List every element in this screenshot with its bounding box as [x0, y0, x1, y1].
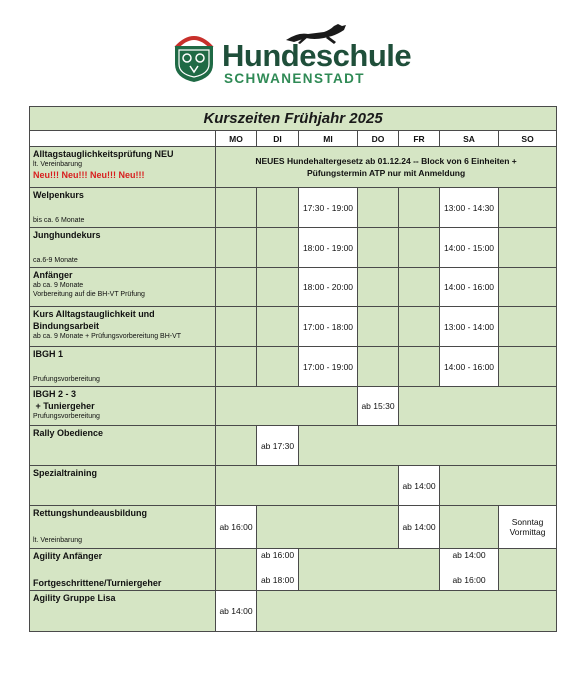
slot-do	[358, 347, 399, 387]
logo	[172, 22, 422, 84]
course-name: Rettungshundeausbildung	[33, 508, 147, 518]
course-note: ab ca. 9 Monate + Prüfungsvorbereitung BH-VT	[33, 333, 182, 340]
slot-sa-so	[440, 466, 557, 506]
table-row	[30, 228, 557, 268]
slot-mi: 18:00 - 19:00	[299, 228, 358, 268]
course-note: Prufungsvorbereitung	[33, 376, 100, 383]
day-header-sa: SA	[440, 131, 499, 147]
slot-di	[257, 307, 299, 347]
course-name: Anfänger	[33, 270, 73, 280]
slot-mo	[216, 426, 257, 466]
slot-so-line-2: Vormittag	[509, 527, 546, 537]
slot-fr	[399, 188, 440, 228]
course-name: IBGH 2 - 3	[33, 389, 77, 399]
slot-di-so	[257, 591, 557, 632]
day-header-fr: FR	[399, 131, 440, 147]
slot-mo	[216, 268, 257, 307]
course-name-cell	[30, 307, 216, 347]
course-note: Prufungsvorbereitung	[33, 413, 100, 420]
table-row	[30, 591, 557, 632]
slot-di	[257, 188, 299, 228]
table-row	[30, 549, 557, 591]
slot-di: ab 17:30	[257, 426, 299, 466]
course-name-cell	[30, 147, 216, 188]
slot-mo	[216, 549, 257, 591]
course-name: Spezialtraining	[33, 468, 98, 478]
day-header-so: SO	[499, 131, 557, 147]
day-header-di: DI	[257, 131, 299, 147]
slot-fr	[399, 347, 440, 387]
slot-mo-mi	[216, 387, 358, 426]
course-name-cell	[30, 549, 216, 591]
slot-mo	[216, 188, 257, 228]
slot-sa: 14:00 - 15:00	[440, 228, 499, 268]
slot-mo	[216, 307, 257, 347]
slot-fr	[399, 268, 440, 307]
slot-do	[358, 188, 399, 228]
slot-fr-so	[399, 387, 557, 426]
logo-title: Hundeschule	[222, 38, 412, 73]
course-note: lt. Vereinbarung	[33, 161, 83, 168]
course-name-cell	[30, 506, 216, 549]
slot-mi-fr	[299, 549, 440, 591]
new-alert: Neu!!! Neu!!! Neu!!! Neu!!!	[33, 170, 145, 180]
slot-so	[499, 506, 557, 549]
slot-mo-do	[216, 466, 399, 506]
table-row	[30, 426, 557, 466]
course-name-cell	[30, 228, 216, 268]
table-row	[30, 307, 557, 347]
course-name-cell	[30, 387, 216, 426]
slot-sa: 14:00 - 16:00	[440, 268, 499, 307]
day-header-mi: MI	[299, 131, 358, 147]
course-name: Kurs Alltagstauglichkeit und	[33, 309, 155, 319]
slot-do	[358, 307, 399, 347]
slot-mi: 17:00 - 19:00	[299, 347, 358, 387]
slot-so	[499, 307, 557, 347]
day-header-do: DO	[358, 131, 399, 147]
course-note: Vorbereitung auf die BH-VT Prüfung	[33, 291, 145, 298]
schedule-table	[29, 106, 557, 632]
slot-sa	[440, 506, 499, 549]
table-row	[30, 506, 557, 549]
course-name: Alltagstauglichkeitsprüfung NEU	[33, 149, 174, 159]
table-row	[30, 268, 557, 307]
slot-mi-so	[299, 426, 557, 466]
header-blank	[30, 131, 216, 147]
slot-so-line-1: Sonntag	[511, 517, 544, 527]
slot-di	[257, 228, 299, 268]
course-name: IBGH 1	[33, 349, 64, 359]
slot-mo	[216, 228, 257, 268]
slot-sa: 13:00 - 14:30	[440, 188, 499, 228]
slot-do	[358, 268, 399, 307]
course-name-cell	[30, 426, 216, 466]
course-note: ab ca. 9 Monate	[33, 282, 84, 289]
slot-mi: 17:00 - 18:00	[299, 307, 358, 347]
slot-fr: ab 14:00	[399, 506, 440, 549]
slot-sa	[440, 549, 499, 591]
table-row	[30, 147, 557, 188]
news-cell	[216, 147, 557, 188]
oegv-badge-icon	[172, 30, 216, 82]
slot-di-time-1: ab 16:00	[260, 550, 295, 560]
course-name: Fortgeschrittene/Turniergeher	[33, 578, 162, 588]
course-name: + Tuniergeher	[33, 401, 95, 411]
course-note: ca.6-9 Monate	[33, 257, 78, 264]
slot-sa-time-2: ab 16:00	[452, 575, 486, 585]
table-row	[30, 387, 557, 426]
slot-di	[257, 347, 299, 387]
slot-mo: ab 14:00	[216, 591, 257, 632]
slot-so	[499, 347, 557, 387]
slot-mo: ab 16:00	[216, 506, 257, 549]
course-name-cell	[30, 347, 216, 387]
table-title: Kurszeiten Frühjahr 2025	[30, 107, 557, 131]
day-header-mo: MO	[216, 131, 257, 147]
course-name: Agility Anfänger	[33, 551, 103, 561]
news-line-2: Püfungstermin ATP nur mit Anmeldung	[306, 168, 466, 178]
course-name-cell	[30, 268, 216, 307]
slot-mo	[216, 347, 257, 387]
course-name: Welpenkurs	[33, 190, 84, 200]
slot-di-time-2: ab 18:00	[260, 575, 295, 585]
course-note: lt. Vereinbarung	[33, 537, 83, 544]
course-name: Rally Obedience	[33, 428, 104, 438]
slot-so	[499, 228, 557, 268]
slot-di	[257, 268, 299, 307]
course-name-cell	[30, 591, 216, 632]
logo-subtitle: SCHWANENSTADT	[224, 71, 365, 86]
course-name: Agility Gruppe Lisa	[33, 593, 116, 603]
slot-fr: ab 14:00	[399, 466, 440, 506]
news-line-1: NEUES Hundehaltergesetz ab 01.12.24 -- Block von 6 Einheiten +	[255, 156, 517, 166]
course-name-cell	[30, 466, 216, 506]
slot-so	[499, 188, 557, 228]
course-note: bis ca. 6 Monate	[33, 217, 85, 224]
slot-fr	[399, 307, 440, 347]
slot-mi: 17:30 - 19:00	[299, 188, 358, 228]
course-name: Junghundekurs	[33, 230, 101, 240]
slot-sa: 13:00 - 14:00	[440, 307, 499, 347]
slot-fr	[399, 228, 440, 268]
slot-sa-time-1: ab 14:00	[452, 550, 486, 560]
slot-so	[499, 549, 557, 591]
table-row	[30, 347, 557, 387]
slot-sa: 14:00 - 16:00	[440, 347, 499, 387]
slot-mi: 18:00 - 20:00	[299, 268, 358, 307]
slot-di	[257, 549, 299, 591]
table-row	[30, 466, 557, 506]
course-name-cell	[30, 188, 216, 228]
course-name: Bindungsarbeit	[33, 321, 100, 331]
slot-do	[358, 228, 399, 268]
slot-so	[499, 268, 557, 307]
slot-do: ab 15:30	[358, 387, 399, 426]
table-row	[30, 188, 557, 228]
slot-di-do	[257, 506, 399, 549]
